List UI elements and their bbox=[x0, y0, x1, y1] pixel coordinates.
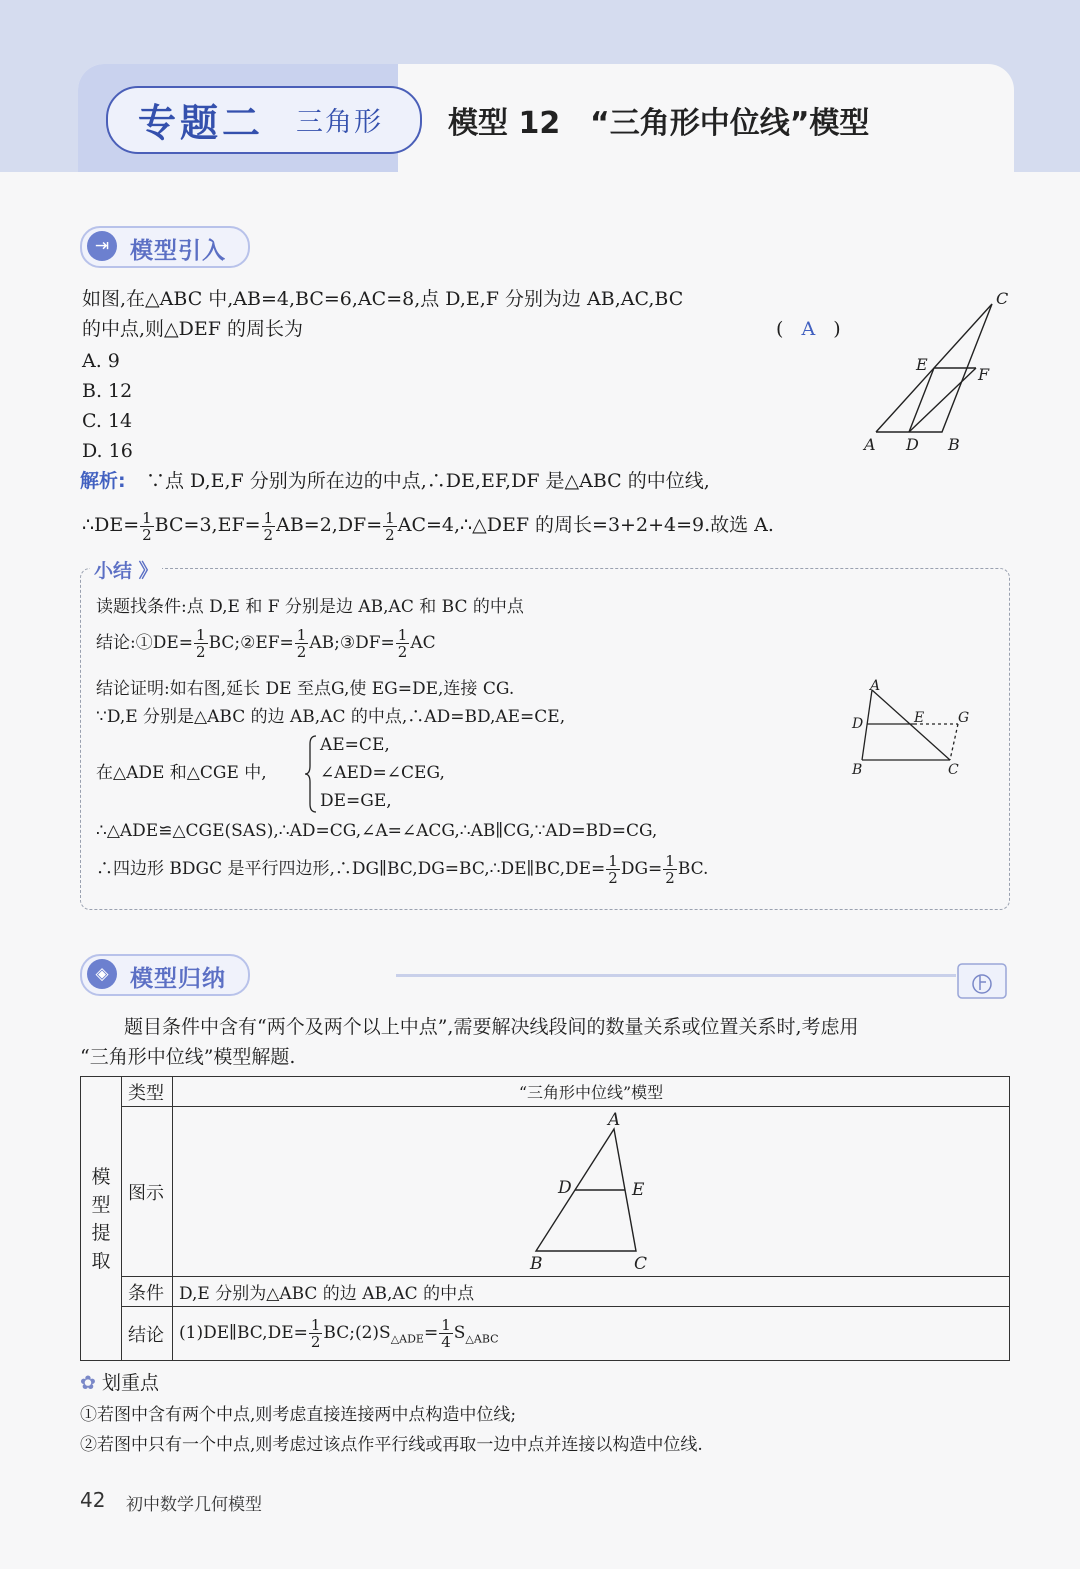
fraction bbox=[194, 627, 208, 660]
fraction-num: 1 bbox=[142, 508, 152, 527]
pointer-hand-icon bbox=[956, 960, 1008, 1000]
system-eq-1: AE=CE, bbox=[320, 735, 390, 755]
answer-bracket-open: ( bbox=[776, 318, 784, 340]
conclusion-text: = bbox=[423, 1323, 439, 1343]
key-points-label: 划重点 bbox=[101, 1372, 159, 1394]
system-eq-2: ∠AED=∠CEG, bbox=[320, 763, 445, 783]
cube-icon: ◈ bbox=[87, 959, 117, 989]
brace-icon bbox=[304, 734, 320, 814]
option-b: B. 12 bbox=[82, 380, 133, 402]
intro-badge bbox=[80, 226, 250, 268]
summary-text: ∴四边形 BDGC 是平行四边形,∴DG∥BC,DG=BC,∴DE∥BC,DE= bbox=[96, 859, 606, 879]
answer-bracket bbox=[776, 316, 841, 342]
fraction-den: 2 bbox=[263, 525, 274, 544]
fraction bbox=[140, 510, 154, 543]
summary-line-7 bbox=[96, 852, 708, 886]
question-line-2: 的中点,则△DEF 的周长为 bbox=[82, 318, 303, 340]
analysis-line-2 bbox=[82, 508, 774, 543]
type-value: “三角形中位线”模型 bbox=[173, 1077, 1010, 1107]
answer-value: A bbox=[801, 318, 816, 340]
fraction-den: 2 bbox=[142, 525, 152, 544]
summary-line-6: ∴△ADE≌△CGE(SAS),∴AD=CG,∠A=∠ACG,∴AB∥CG,∵AD=BD=CG, bbox=[96, 821, 658, 841]
topic-subtitle: 三角形 bbox=[296, 107, 383, 138]
summary-text: AB;③DF= bbox=[309, 633, 395, 653]
label-b: B bbox=[530, 1254, 543, 1271]
summary-line-4: ∵D,E 分别是△ABC 的边 AB,AC 的中点,∴AD=BD,AE=CE, bbox=[96, 707, 566, 727]
model-number: 模型 12 bbox=[448, 106, 561, 141]
table-side-label bbox=[81, 1077, 122, 1361]
label-b: B bbox=[852, 762, 863, 778]
system-eq-3: DE=GE, bbox=[320, 791, 392, 811]
conclusion-text: BC;(2)S bbox=[323, 1323, 391, 1343]
intro-triangle-figure bbox=[858, 286, 1028, 458]
fraction-num: 1 bbox=[441, 1316, 451, 1334]
label-c: C bbox=[996, 289, 1009, 308]
side-char: 型 bbox=[91, 1193, 111, 1216]
summary-figure bbox=[846, 678, 976, 782]
fraction-den: 2 bbox=[196, 643, 206, 661]
fraction bbox=[383, 510, 397, 543]
summary-text: 结论:①DE= bbox=[96, 633, 194, 653]
option-a: A. 9 bbox=[82, 350, 120, 372]
subscript: △ABC bbox=[465, 1332, 499, 1346]
label-d: D bbox=[558, 1178, 572, 1198]
fraction-num: 1 bbox=[263, 508, 274, 527]
label-c: C bbox=[948, 762, 959, 778]
page-number: 42 bbox=[80, 1488, 106, 1512]
key-points-icon: ✿ bbox=[80, 1372, 96, 1394]
option-d: D. 16 bbox=[82, 440, 133, 462]
type-label: 类型 bbox=[122, 1077, 173, 1107]
fraction-num: 1 bbox=[196, 626, 206, 644]
section-divider bbox=[396, 974, 956, 977]
label-a: A bbox=[864, 435, 876, 454]
analysis-text-3: AB=2,DF= bbox=[276, 514, 383, 536]
side-char: 取 bbox=[91, 1249, 111, 1272]
topic-title: 专题二 bbox=[138, 101, 265, 145]
label-e: E bbox=[632, 1180, 645, 1200]
model-table bbox=[80, 1076, 1010, 1361]
condition-label: 条件 bbox=[122, 1277, 173, 1307]
fraction bbox=[396, 627, 410, 660]
summary-text: BC. bbox=[677, 859, 709, 879]
fraction-num: 1 bbox=[397, 626, 408, 644]
key-point-2: ②若图中只有一个中点,则考虑过该点作平行线或再取一边中点并连接以构造中位线. bbox=[80, 1435, 703, 1455]
fraction-num: 1 bbox=[385, 508, 395, 527]
fraction-num: 1 bbox=[665, 852, 675, 870]
segment-ab bbox=[862, 690, 872, 760]
segment-de bbox=[909, 368, 934, 432]
summary-line-5-prefix: 在△ADE 和△CGE 中, bbox=[96, 763, 267, 783]
fraction bbox=[309, 1317, 323, 1350]
subscript: △ADE bbox=[390, 1332, 424, 1346]
summary-label: 小结 》 bbox=[90, 556, 162, 583]
summary-line-2 bbox=[96, 626, 436, 660]
analysis-text-4: AC=4,∴△DEF 的周长=3+2+4=9.故选 A. bbox=[397, 514, 774, 536]
summary-line-3: 结论证明:如右图,延长 DE 至点G,使 EG=DE,连接 CG. bbox=[96, 679, 515, 699]
fraction-den: 2 bbox=[397, 643, 408, 661]
induction-para-2: “三角形中位线”模型解题. bbox=[80, 1046, 296, 1068]
fraction-den: 2 bbox=[608, 869, 618, 887]
enter-icon: ⇥ bbox=[87, 231, 117, 261]
fraction bbox=[606, 853, 620, 886]
summary-text: AC bbox=[410, 633, 436, 653]
model-triangle-figure bbox=[528, 1111, 668, 1271]
induction-badge-label: 模型归纳 bbox=[130, 966, 226, 992]
analysis-label: 解析: bbox=[80, 470, 126, 492]
analysis-text-2: BC=3,EF= bbox=[154, 514, 261, 536]
conclusion-value bbox=[173, 1307, 1010, 1361]
analysis-line-1: ∵点 D,E,F 分别为所在边的中点,∴DE,EF,DF 是△ABC 的中位线, bbox=[146, 470, 710, 492]
fraction-den: 2 bbox=[385, 525, 395, 544]
induction-badge bbox=[80, 954, 250, 996]
fraction bbox=[295, 627, 309, 660]
label-d: D bbox=[852, 716, 864, 732]
segment-ac bbox=[872, 690, 950, 760]
fraction-num: 1 bbox=[608, 852, 618, 870]
fraction-den: 2 bbox=[296, 643, 307, 661]
key-points-header bbox=[80, 1370, 159, 1396]
figure-cell bbox=[173, 1107, 1010, 1277]
model-title: “三角形中位线”模型 bbox=[590, 106, 870, 141]
segment-df bbox=[909, 368, 976, 432]
label-c: C bbox=[634, 1254, 648, 1271]
label-g: G bbox=[958, 710, 970, 726]
fraction bbox=[439, 1317, 453, 1350]
fraction bbox=[663, 853, 677, 886]
side-char: 模 bbox=[91, 1165, 111, 1188]
segment-gc bbox=[950, 724, 958, 760]
label-e: E bbox=[914, 710, 925, 726]
label-d: D bbox=[906, 435, 919, 454]
induction-para-1: 题目条件中含有“两个及两个以上中点”,需要解决线段间的数量关系或位置关系时,考虑用 bbox=[124, 1016, 859, 1038]
summary-text: DG= bbox=[620, 859, 663, 879]
side-char: 提 bbox=[91, 1221, 111, 1244]
fraction-den: 2 bbox=[310, 1333, 321, 1351]
fraction-num: 1 bbox=[310, 1316, 321, 1334]
conclusion-label: 结论 bbox=[122, 1307, 173, 1361]
option-c: C. 14 bbox=[82, 410, 133, 432]
key-point-1: ①若图中含有两个中点,则考虑直接连接两中点构造中位线; bbox=[80, 1405, 517, 1425]
summary-text: BC;②EF= bbox=[208, 633, 294, 653]
conclusion-text: S bbox=[453, 1323, 466, 1343]
label-a: A bbox=[608, 1111, 621, 1130]
label-f: F bbox=[978, 365, 990, 384]
condition-value: D,E 分别为△ABC 的边 AB,AC 的中点 bbox=[173, 1277, 1010, 1307]
analysis-text-1: ∴DE= bbox=[82, 514, 140, 536]
summary-line-1: 读题找条件:点 D,E 和 F 分别是边 AB,AC 和 BC 的中点 bbox=[96, 597, 524, 617]
fraction bbox=[262, 510, 276, 543]
label-e: E bbox=[916, 355, 928, 374]
label-a: A bbox=[870, 678, 881, 694]
fraction-den: 4 bbox=[441, 1333, 451, 1351]
fraction-num: 1 bbox=[296, 626, 307, 644]
label-b: B bbox=[948, 435, 960, 454]
figure-label: 图示 bbox=[122, 1107, 173, 1277]
fraction-den: 2 bbox=[665, 869, 675, 887]
book-title: 初中数学几何模型 bbox=[126, 1495, 262, 1515]
question-line-1: 如图,在△ABC 中,AB=4,BC=6,AC=8,点 D,E,F 分别为边 AB,AC,BC bbox=[82, 288, 684, 310]
answer-bracket-close: ) bbox=[833, 318, 841, 340]
intro-badge-label: 模型引入 bbox=[130, 238, 226, 264]
conclusion-text: (1)DE∥BC,DE= bbox=[179, 1323, 308, 1343]
